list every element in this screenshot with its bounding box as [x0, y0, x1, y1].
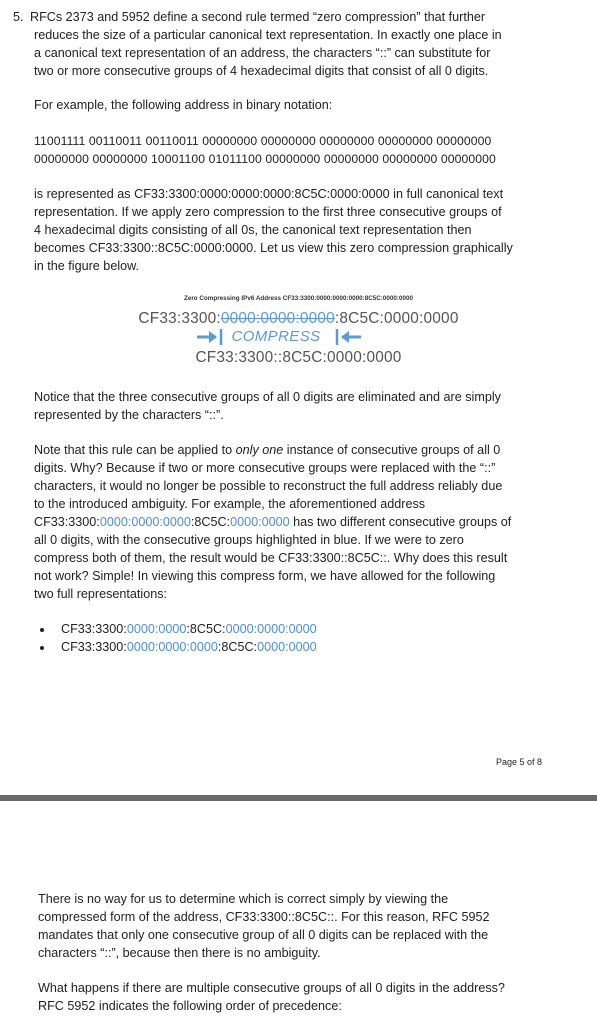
document-page-6 — [0, 801, 597, 1024]
item-number: 5. — [13, 10, 24, 24]
arrow-left-icon — [334, 329, 362, 345]
bullet-dot — [40, 646, 44, 650]
note-line-6: all 0 digits, with the consecutive groups highlighted in blue. If we were to zero — [34, 533, 464, 547]
figure-compressed-address: CF33:3300::8C5C:0000:0000 — [195, 349, 402, 366]
figure-title: Zero Compressing IPv6 Address CF33:3300:0000:0000:0000:8C5C:0000:0000 — [183, 295, 414, 302]
represented-line-3: 4 hexadecimal digits consisting of all 0s, the canonical text representation then — [34, 223, 472, 237]
compress-label: COMPRESS — [231, 328, 321, 345]
represented-line-5: in the figure below. — [34, 259, 140, 273]
binary-line-2: 00000000 00000000 10001100 01011100 00000000 00000000 00000000 00000000 — [34, 152, 496, 166]
notice-line-1: Notice that the three consecutive groups of all 0 digits are eliminated and are simply — [34, 390, 501, 404]
note-line-8: not work? Simple! In viewing this compress form, we have allowed for the following — [34, 569, 496, 583]
page-number: Page 5 of 8 — [495, 757, 542, 767]
represented-line-2: representation. If we apply zero compression to the first three consecutive groups of — [34, 205, 502, 219]
intro-line-4: two or more consecutive groups of 4 hexadecimal digits that consist of all 0 digits. — [34, 64, 489, 78]
intro-line-3: a canonical text representation of an address, the characters “::” can substitute for — [34, 46, 491, 60]
note-line-4: to the introduced ambiguity. For example, the aforementioned address — [34, 497, 426, 511]
p2-para1-line-1: There is no way for us to determine which is correct simply by viewing the — [38, 892, 449, 906]
note-line-1: Note that this rule can be applied to only one instance of consecutive groups of all 0 — [34, 443, 501, 457]
note-line-2: digits. Why? Because if two or more consecutive groups were replaced with the “::” — [34, 461, 496, 475]
figure-full-prefix: CF33:3300: — [138, 310, 221, 327]
p2-para2-line-2: RFC 5952 indicates the following order of precedence: — [38, 999, 342, 1013]
example-intro: For example, the following address in binary notation: — [34, 98, 333, 112]
intro-line-2: reduces the size of a particular canonical text representation. In exactly one place in — [34, 28, 502, 42]
bullet-dot — [40, 628, 44, 632]
figure-compress-row — [0, 328, 597, 348]
represented-line-4: becomes CF33:3300::8C5C:0000:0000. Let us view this zero compression graphically — [34, 241, 513, 255]
binary-line-1: 11001111 00110011 00110011 00000000 00000000 00000000 00000000 00000000 — [34, 134, 492, 148]
figure-full-zeros: 0000:0000:0000 — [220, 310, 335, 327]
p2-para1-line-3: mandates that only one consecutive group of all 0 digits can be replaced with the — [38, 928, 489, 942]
figure-full-suffix: :8C5C:0000:0000 — [334, 310, 459, 327]
figure-full-address — [0, 310, 597, 328]
bullet-item-1: CF33:3300:0000:0000:8C5C:0000:0000:0000 — [61, 622, 317, 636]
intro-line-1: RFCs 2373 and 5952 define a second rule termed “zero compression” that further — [30, 10, 486, 24]
note-line-9: two full representations: — [34, 587, 168, 601]
note-line-5: CF33:3300:0000:0000:0000:8C5C:0000:0000 has two different consecutive groups of — [34, 515, 512, 529]
note-line-7: compress both of them, the result would be CF33:3300::8C5C::. Why does this result — [34, 551, 508, 565]
p2-para1-line-4: characters “::”, because then there is no ambiguity. — [38, 946, 321, 960]
note-line-3: characters, it would no longer be possible to reconstruct the full address reliably due — [34, 479, 503, 493]
p2-para1-line-2: compressed form of the address, CF33:3300::8C5C::. For this reason, RFC 5952 — [38, 910, 490, 924]
bullet-item-2: CF33:3300:0000:0000:0000:8C5C:0000:0000 — [61, 640, 317, 654]
notice-line-2: represented by the characters “::”. — [34, 408, 224, 422]
represented-line-1: is represented as CF33:3300:0000:0000:0000:8C5C:0000:0000 in full canonical text — [34, 187, 504, 201]
p2-para2-line-1: What happens if there are multiple consecutive groups of all 0 digits in the address? — [38, 981, 505, 995]
